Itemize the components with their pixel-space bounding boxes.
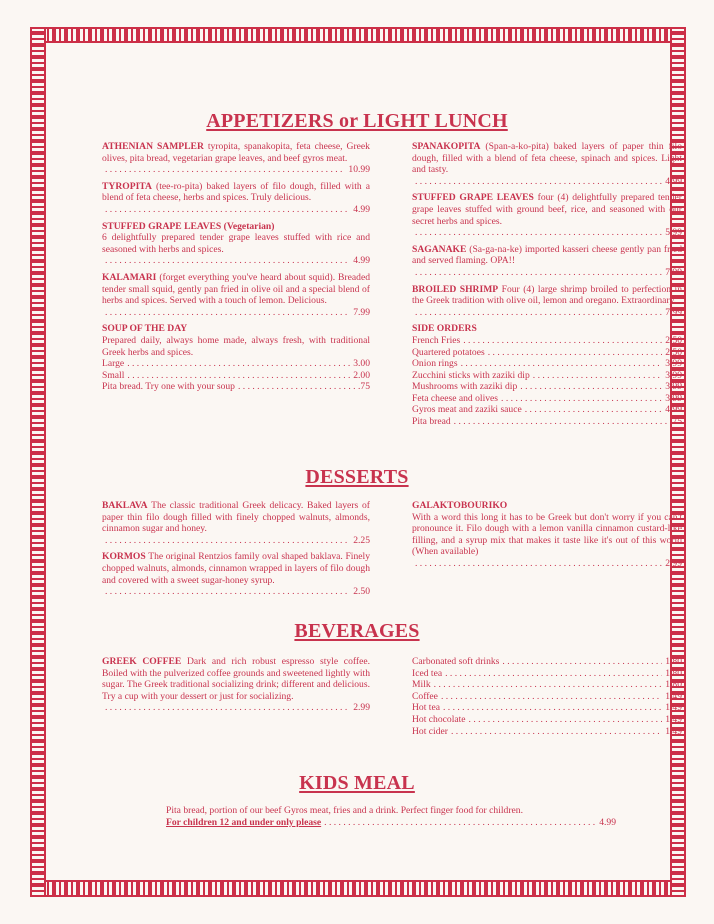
- side-order-row: French Fries . . . 2.50: [412, 335, 682, 347]
- kids-meal-description: Pita bread, portion of our beef Gyros meat, fries and a drink. Perfect finger food for children.: [166, 805, 523, 816]
- side-order-row: Zucchini sticks with zaziki dip . . . 3.99: [412, 370, 682, 382]
- beverages-heading: BEVERAGES: [294, 620, 420, 642]
- menu-item: GREEK COFFEE Dark and rich robust espresso style coffee. Boiled with the pulverized coffee grounds and sweetened lightly with sugar. The Greek traditional socializing drink; different and delicious. Try a cup with your dessert or just for socializing. . . . 2.99: [102, 656, 370, 714]
- beverage-row: Coffee . . . 1.49: [412, 691, 682, 703]
- menu-item: SPANAKOPITA (Span-a-ko-pita) baked layers of paper thin filo dough, filled with a blend of feta cheese, spinach and spices. Light and tasty. . . . 4.99: [412, 141, 682, 187]
- beverage-row: Iced tea . . . 1.80: [412, 668, 682, 680]
- side-order-row: Pita bread . . . .75: [412, 416, 682, 428]
- side-order-row: Feta cheese and olives . . . 3.99: [412, 393, 682, 405]
- beverages-left-column: [102, 656, 370, 719]
- side-order-row: Mushrooms with zaziki dip . . . 3.99: [412, 381, 682, 393]
- item-price: 2.99: [353, 702, 370, 714]
- menu-item: KORMOS The original Rentzios family oval shaped baklava. Finely chopped walnuts, almonds, cinnamon wrapped in layers of filo dough and covered with a sweet sugar-honey syrup. . . . 2.50: [102, 551, 370, 597]
- item-price: 5.99: [665, 227, 682, 239]
- side-order-row: Onion rings . . . 3.99: [412, 358, 682, 370]
- kids-meal-price-row: [166, 817, 616, 829]
- menu-item: SAGANAKE (Sa-ga-na-ke) imported kasseri cheese gently pan fried and served flaming. OPA!! . . . 7.99: [412, 244, 682, 279]
- kids-meal-section: [166, 805, 616, 828]
- menu-item: TYROPITA (tee-ro-pita) baked layers of filo dough, filled with a blend of feta cheese, herbs and spices. Truly delicious. . . . 4.99: [102, 181, 370, 216]
- menu-item: GALAKTOBOURIKO With a word this long it has to be Greek but don't worry if you can't pronounce it. Filo dough with a lemon vanilla cinnamon custard-like filling, and a syrup mix that makes it taste like it's out of this world (When available) . . . 2.99: [412, 500, 682, 570]
- item-price: 7.99: [665, 306, 682, 318]
- menu-item: ATHENIAN SAMPLER tyropita, spanakopita, feta cheese, Greek olives, pita bread, vegetarian grape leaves, and beef gyros meat. . . . 10.99: [102, 141, 370, 176]
- appetizers-right-column: [412, 141, 682, 433]
- item-price: 4.99: [665, 175, 682, 187]
- menu-item: KALAMARI (forget everything you've heard about squid). Breaded tender small squid, gently pan fried in olive oil and a special blend of herbs and spices. Served with a touch of lemon. Delicious. . . . 7.99: [102, 272, 370, 318]
- soup-item: SOUP OF THE DAY Prepared daily, always home made, always fresh, with traditional Greek herbs and spices. Large . . . 3.00 Small . . . 2.00 Pita bread. Try one with your soup . . . .75: [102, 323, 370, 393]
- item-price: 7.99: [353, 306, 370, 318]
- kids-meal-price: 4.99: [599, 816, 616, 828]
- greek-key-border-left: [30, 27, 46, 897]
- greek-key-border-bottom: [30, 880, 686, 897]
- menu-item: STUFFED GRAPE LEAVES (Vegetarian) 6 delightfully prepared tender grape leaves stuffed with rice and seasoned with herbs and spices. . . . 4.99: [102, 221, 370, 267]
- menu-item: BROILED SHRIMP Four (4) large shrimp broiled to perfection in the Greek tradition with olive oil, lemon and oregano. Extraordinary. . . . 7.99: [412, 284, 682, 319]
- kids-meal-restriction: For children 12 and under only please: [166, 816, 322, 828]
- item-price: 2.50: [353, 586, 370, 598]
- item-price: 4.99: [353, 203, 370, 215]
- appetizers-heading: APPETIZERS or LIGHT LUNCH: [206, 110, 508, 132]
- greek-key-border-top: [30, 27, 686, 43]
- beverage-row: Hot tea . . . 1.49: [412, 702, 682, 714]
- beverage-row: Hot chocolate . . . 1.49: [412, 714, 682, 726]
- desserts-left-column: [102, 500, 370, 603]
- item-price: 4.99: [353, 255, 370, 267]
- desserts-heading: DESSERTS: [305, 466, 409, 488]
- side-orders-title: SIDE ORDERS: [412, 323, 477, 335]
- beverages-right-column: [412, 656, 682, 737]
- beverage-row: Hot cider . . . 1.49: [412, 726, 682, 738]
- menu-item: STUFFED GRAPE LEAVES four (4) delightfully prepared tender grape leaves stuffed with ground beef, rice, and seasoned with our secret herbs and spices. . . . 5.99: [412, 192, 682, 238]
- beverage-row: Milk . . . 1.80: [412, 679, 682, 691]
- item-price: 2.25: [353, 534, 370, 546]
- side-orders: [412, 323, 682, 427]
- menu-item: BAKLAVA The classic traditional Greek delicacy. Baked layers of paper thin filo dough filled with finely chopped walnuts, almonds, cinnamon sugar and honey. . . . 2.25: [102, 500, 370, 546]
- beverage-row: Carbonated soft drinks . . . 1.80: [412, 656, 682, 668]
- kids-meal-heading: KIDS MEAL: [299, 772, 415, 794]
- side-order-row: Gyros meat and zaziki sauce . . . 4.99: [412, 404, 682, 416]
- item-price: 2.99: [665, 557, 682, 569]
- item-price: 7.99: [665, 266, 682, 278]
- appetizers-left-column: [102, 141, 370, 398]
- desserts-right-column: [412, 500, 682, 575]
- side-order-row: Quartered potatoes . . . 2.50: [412, 347, 682, 359]
- item-price: 10.99: [348, 164, 370, 176]
